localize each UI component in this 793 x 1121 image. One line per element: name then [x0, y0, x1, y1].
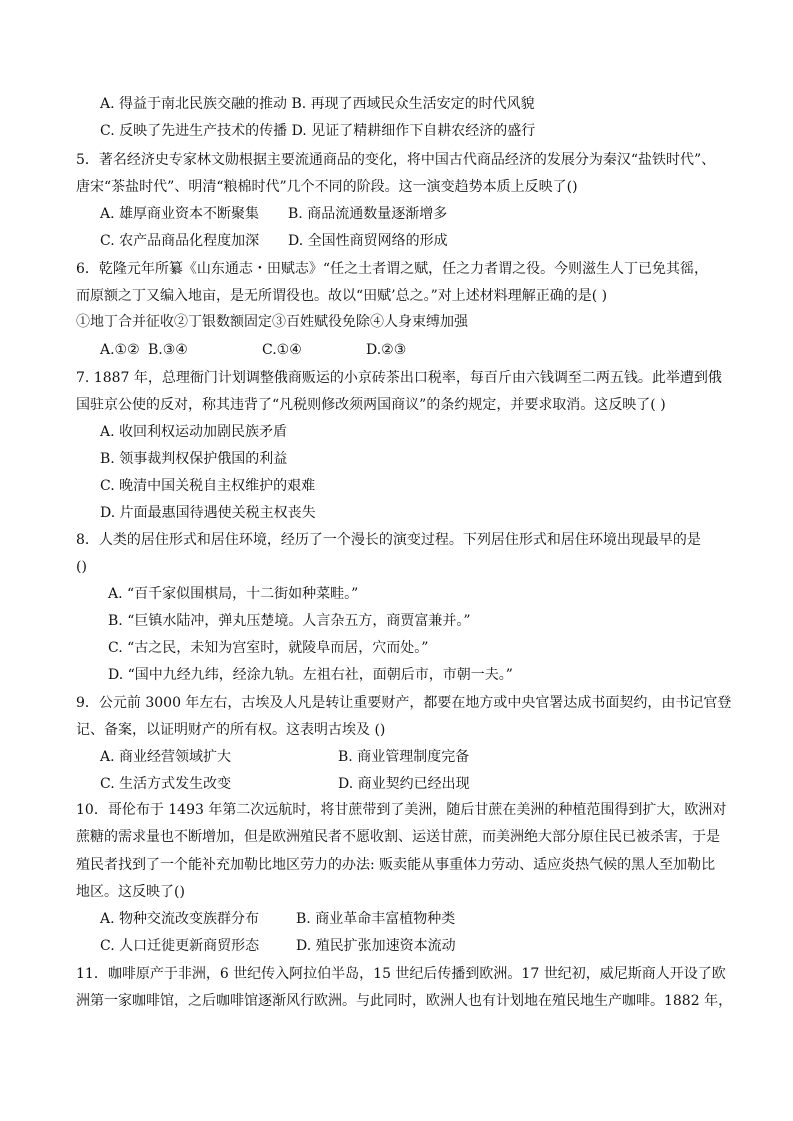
- q7-option-b[interactable]: B. 领事裁判权保护俄国的利益: [100, 451, 288, 467]
- q5-option-a[interactable]: A. 雄厚商业资本不断聚集: [100, 206, 260, 222]
- q10-stem-line-3: 殖民者找到了一个能补充加勒比地区劳力的办法: 贩卖能从事重体力劳动、适应炎热气候的黑人至加勒比: [76, 857, 716, 873]
- q10-stem-line-1: 10．哥伦布于 1493 年第二次远航时，将甘蔗带到了美洲，随后甘蔗在美洲的种植范围得到扩大，欧洲对: [76, 802, 727, 818]
- q4-option-b[interactable]: B. 再现了西域民众生活安定的时代风貌: [291, 96, 535, 112]
- q8-option-d[interactable]: D. “国中九经九纬，经涂九轨。左祖右社，面朝后市，市朝一夫。”: [108, 667, 513, 683]
- q6-option-a[interactable]: A.①②: [100, 342, 140, 358]
- q11-stem-line-2: 洲第一家咖啡馆，之后咖啡馆逐渐风行欧洲。与此同时，欧洲人也有计划地在殖民地生产咖啡。1882 年，: [76, 993, 733, 1009]
- q5-stem-line-1: 5．著名经济史专家林文勋根据主要流通商品的变化，将中国古代商品经济的发展分为秦汉“盐铁时代”、: [76, 152, 716, 168]
- q10-option-b[interactable]: B. 商业革命丰富植物种类: [296, 911, 456, 927]
- q7-option-d[interactable]: D. 片面最惠国待遇使关税主权丧失: [100, 505, 316, 521]
- q9-option-a[interactable]: A. 商业经营领域扩大: [100, 749, 232, 765]
- q4-option-a[interactable]: A. 得益于南北民族交融的推动: [100, 96, 288, 112]
- q9-option-d[interactable]: D. 商业契约已经出现: [338, 776, 470, 792]
- q8-stem-line-1: 8．人类的居住形式和居住环境，经历了一个漫长的演变过程。下列居住形式和居住环境出现最早的是: [76, 532, 701, 548]
- q5-option-b[interactable]: B. 商品流通数量逐渐增多: [288, 206, 448, 222]
- q4-option-d[interactable]: D. 见证了精耕细作下自耕农经济的盛行: [291, 123, 536, 139]
- q7-option-c[interactable]: C. 晚清中国关税自主权维护的艰难: [100, 478, 316, 494]
- q6-options-row: [0, 340, 793, 360]
- q7-stem-line-1: 7. 1887 年，总理衙门计划调整俄商贩运的小京砖茶出口税率，每百斤由六钱调至二两五钱。此举遭到俄: [76, 370, 722, 386]
- q9-option-c[interactable]: C. 生活方式发生改变: [100, 776, 232, 792]
- q5-option-c[interactable]: C. 农产品商品化程度加深: [100, 233, 260, 249]
- q6-option-d[interactable]: D.②③: [366, 342, 407, 358]
- q4-options-row-1: [0, 94, 793, 114]
- q8-option-a[interactable]: A. “百千家似围棋局，十二街如种菜畦。”: [108, 586, 359, 602]
- q8-option-c[interactable]: C. “古之民，未知为宫室时，就陵阜而居，穴而处。”: [108, 640, 429, 656]
- q7-stem-line-2: 国驻京公使的反对，称其违背了“凡税则修改须两国商议”的条约规定，并要求取消。这反映了( ): [76, 397, 666, 413]
- q9-options-row-1: [0, 747, 793, 767]
- q7-option-a[interactable]: A. 收回利权运动加剧民族矛盾: [100, 424, 288, 440]
- q6-stem-line-2: 而原额之丁又编入地亩，是无所谓役也。故以“田赋’总之。”对上述材料理解正确的是( ): [76, 288, 608, 304]
- q10-option-c[interactable]: C. 人口迁徙更新商贸形态: [100, 938, 260, 954]
- q5-options-row-1: [0, 204, 793, 224]
- q4-options-row-2: [0, 121, 793, 141]
- q9-options-row-2: [0, 774, 793, 794]
- q4-option-c[interactable]: C. 反映了先进生产技术的传播: [100, 123, 288, 139]
- q10-options-row-1: [0, 909, 793, 929]
- q9-option-b[interactable]: B. 商业管理制度完备: [338, 749, 470, 765]
- q10-stem-line-4: 地区。这反映了(): [76, 884, 185, 900]
- q9-stem-line-2: 记、备案，以证明财产的所有权。这表明古埃及 (): [76, 722, 386, 738]
- q6-option-c[interactable]: C.①④: [262, 342, 302, 358]
- q10-option-a[interactable]: A. 物种交流改变族群分布: [100, 911, 260, 927]
- q8-option-b[interactable]: B. “巨镇水陆冲，弹丸压楚境。人言杂五方，商贾富兼并。”: [108, 613, 471, 629]
- q6-stem-line-3: ①地丁合并征收②丁银数额固定③百姓赋役免除④人身束缚加强: [76, 314, 468, 330]
- q8-stem-line-2: (): [76, 559, 87, 575]
- q11-stem-line-1: 11．咖啡原产于非洲，6 世纪传入阿拉伯半岛，15 世纪后传播到欧洲。17 世纪初，威尼斯商人开设了欧: [76, 966, 726, 982]
- q10-stem-line-2: 蔗糖的需求量也不断增加，但是欧洲殖民者不愿收割、运送甘蔗，而美洲绝大部分原住民已被杀害，于是: [76, 829, 720, 845]
- q5-option-d[interactable]: D. 全国性商贸网络的形成: [288, 233, 448, 249]
- q10-option-d[interactable]: D. 殖民扩张加速资本流动: [296, 938, 456, 954]
- q10-options-row-2: [0, 936, 793, 956]
- q5-stem-line-2: 唐宋“茶盐时代”、明清“粮棉时代”几个不同的阶段。这一演变趋势本质上反映了(): [76, 179, 578, 195]
- q6-option-b[interactable]: B.③④: [148, 342, 188, 358]
- q6-stem-line-1: 6．乾隆元年所纂《山东通志・田赋志》“任之土者谓之赋，任之力者谓之役。今则滋生人丁已免其徭，: [76, 261, 709, 277]
- q5-options-row-2: [0, 231, 793, 251]
- q9-stem-line-1: 9．公元前 3000 年左右，古埃及人凡是转让重要财产，都要在地方或中央官署达成书面契约，由书记官登: [76, 695, 732, 711]
